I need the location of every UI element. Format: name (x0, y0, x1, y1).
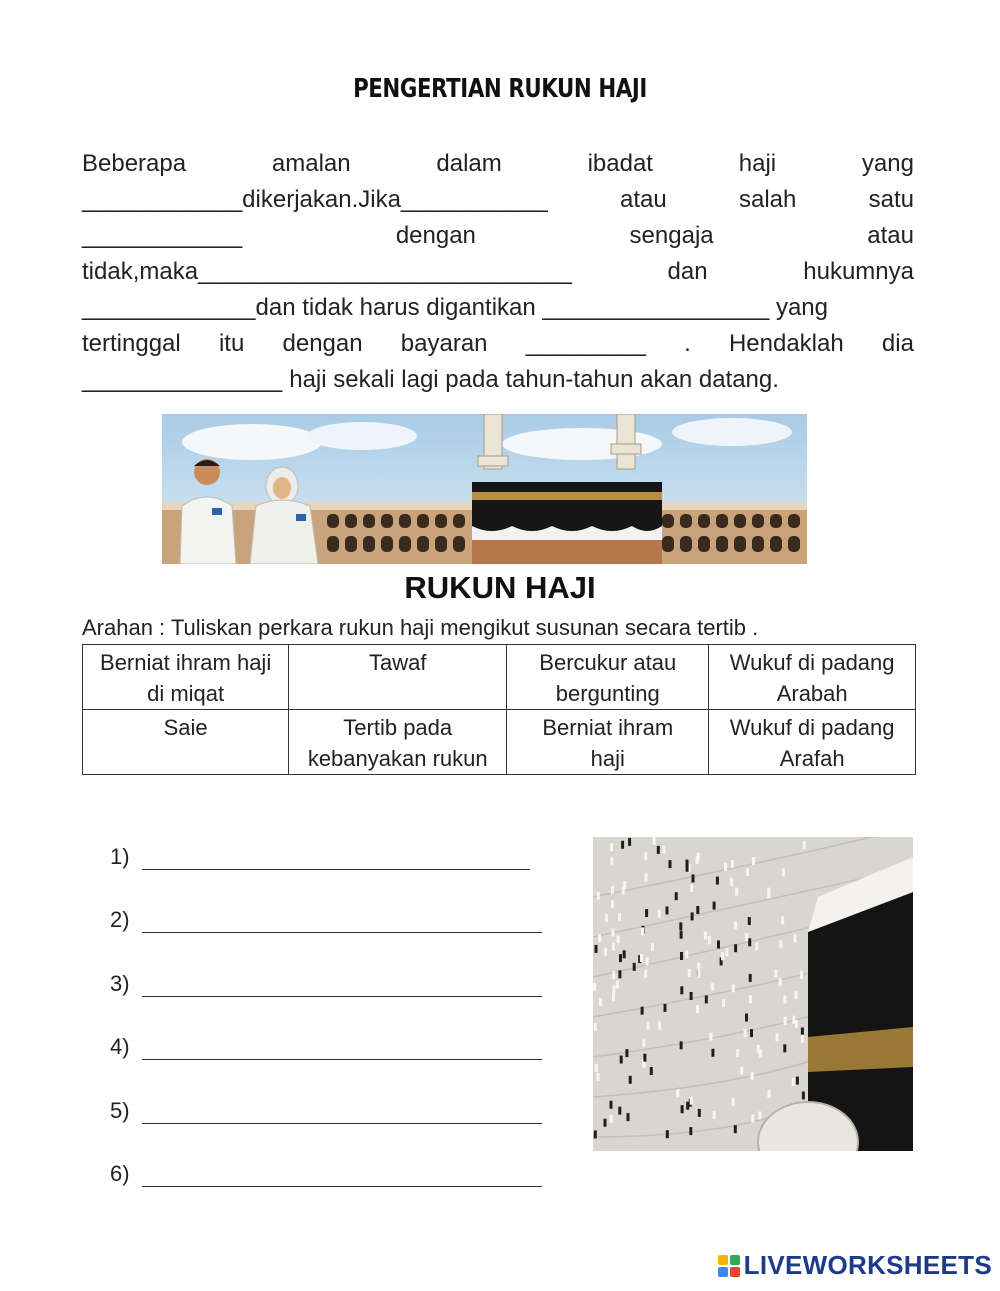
crowd-figure (792, 1016, 795, 1024)
crowd-figure (595, 945, 598, 953)
logo-square-icon (730, 1255, 740, 1265)
logo-square-icon (718, 1267, 728, 1277)
paragraph-word: ____________dikerjakan.Jika___________ (82, 186, 548, 213)
crowd-figure (628, 838, 631, 846)
crowd-figure (783, 1044, 786, 1052)
crowd-figure (620, 1056, 623, 1064)
answer-item (110, 1060, 542, 1124)
crowd-figure (779, 978, 782, 986)
paragraph-word: atau (867, 222, 914, 249)
crowd-figure (708, 936, 711, 944)
logo-square-icon (730, 1267, 740, 1277)
crowd-figure (801, 1035, 804, 1043)
crowd-figure (732, 984, 735, 992)
crowd-figure (644, 852, 647, 860)
answer-number: 5) (110, 1097, 130, 1123)
crowd-figure (611, 900, 614, 908)
paragraph-word: itu (218, 330, 245, 357)
crowd-figure (680, 1041, 683, 1049)
option-cell-text: Tertib pada (343, 715, 453, 740)
paragraph-word: _____________dan tidak harus digantikan _________________ yang (82, 294, 829, 321)
option-cell-text: Bercukur atau (539, 650, 677, 675)
crowd-figure (713, 1111, 716, 1119)
crowd-figure (724, 863, 727, 871)
crowd-figure (675, 892, 678, 900)
paragraph-word: Hendaklah (728, 330, 844, 357)
crowd-figure (734, 921, 737, 929)
answer-item (110, 1124, 542, 1188)
paragraph-word: hukumnya (803, 258, 914, 285)
crowd-figure (658, 910, 661, 918)
crowd-figure (658, 1022, 661, 1030)
crowd-figure (711, 1049, 714, 1057)
crowd-figure (748, 938, 751, 946)
paragraph-line (82, 290, 914, 326)
paragraph-line (82, 218, 914, 254)
crowd-figure (783, 995, 786, 1003)
paragraph-word: salah (738, 186, 797, 213)
crowd-figure (800, 971, 803, 979)
crowd-figure (752, 857, 755, 865)
answer-item (110, 806, 542, 870)
crowd-figure (704, 932, 707, 940)
answer-blank-field[interactable] (142, 847, 530, 870)
crowd-figure (748, 917, 751, 925)
section-heading: RUKUN HAJI (404, 570, 596, 605)
crowd-figure (745, 933, 748, 941)
crowd-figure (611, 886, 614, 894)
crowd-figure (755, 943, 758, 951)
paragraph-word: Beberapa (82, 150, 187, 177)
paragraph-word: dan (667, 258, 708, 285)
option-cell-text: Berniat ihram haji (100, 650, 272, 675)
option-cell-text: Wukuf di padang (729, 715, 895, 740)
options-table (82, 644, 916, 775)
answer-item (110, 870, 542, 934)
crowd-figure (681, 1105, 684, 1113)
paragraph-line (82, 326, 914, 362)
crowd-figure (744, 1029, 747, 1037)
crowd-figure (686, 1102, 689, 1110)
crowd-figure (698, 1109, 701, 1117)
paragraph-word: atau (620, 186, 667, 213)
answer-number: 3) (110, 970, 130, 996)
crowd-figure (669, 860, 672, 868)
crowd-figure (722, 999, 725, 1007)
answer-blank-field[interactable] (142, 1101, 542, 1124)
crowd-figure (801, 1028, 804, 1036)
answer-blank-field[interactable] (142, 974, 542, 997)
crowd-figure (696, 906, 699, 914)
crowd-figure (647, 1022, 650, 1030)
option-cell (289, 645, 507, 710)
paragraph-word: . (684, 330, 691, 357)
crowd-figure (692, 875, 695, 883)
crowd-figure (775, 1033, 778, 1041)
crowd-figure (597, 1073, 600, 1081)
crowd-figure (625, 1049, 628, 1057)
crowd-figure (751, 1114, 754, 1122)
crowd-figure (642, 1039, 645, 1047)
crowd-figure (758, 1111, 761, 1119)
crowd-figure (605, 914, 608, 922)
answer-number: 1) (110, 843, 130, 869)
crowd-figure (599, 998, 602, 1006)
option-cell (709, 710, 916, 775)
crowd-figure (750, 1029, 753, 1037)
crowd-figure (623, 950, 626, 958)
crowd-figure (664, 1004, 667, 1012)
answer-blank-field[interactable] (142, 910, 542, 933)
paragraph-line (82, 254, 914, 290)
crowd-figure (679, 922, 682, 930)
option-cell-text: bergunting (555, 681, 660, 706)
crowd-figure (598, 934, 601, 942)
option-cell-text: Arabah (776, 681, 848, 706)
answer-blank-field[interactable] (142, 1164, 542, 1187)
answer-number: 2) (110, 907, 130, 932)
option-cell-text: Berniat ihram (542, 715, 674, 740)
crowd-figure (640, 954, 643, 962)
crowd-figure (657, 846, 660, 854)
crowd-figure (716, 877, 719, 885)
crowd-figure (623, 881, 626, 889)
crowd-figure (680, 952, 683, 960)
crowd-figure (751, 1072, 754, 1080)
option-cell (507, 645, 709, 710)
paragraph-line (82, 182, 914, 218)
crowd-figure (641, 1007, 644, 1015)
crowd-figure (711, 983, 714, 991)
crowd-figure (725, 948, 728, 956)
crowd-figure (794, 935, 797, 943)
paragraph-word: dengan (395, 222, 476, 249)
crowd-figure (662, 845, 665, 853)
crowd-figure (717, 941, 720, 949)
crowd-figure (653, 837, 656, 845)
crowd-figure (666, 907, 669, 915)
option-cell-text: Wukuf di padang (729, 650, 895, 675)
crowd-figure (666, 1130, 669, 1138)
option-cell-text: Saie (163, 715, 208, 740)
answer-number: 6) (110, 1161, 130, 1186)
crowd-figure (644, 970, 647, 978)
crowd-figure (604, 1119, 607, 1127)
logo-square-icon (718, 1255, 728, 1265)
paragraph-word: ibadat (587, 150, 653, 177)
crowd-figure (768, 1090, 771, 1098)
crowd-figure (731, 860, 734, 868)
crowd-figure (612, 993, 615, 1001)
liveworksheets-logo (718, 1250, 992, 1281)
crowd-figure (629, 1076, 632, 1084)
crowd-figure (734, 944, 737, 952)
crowd-figure (757, 1045, 760, 1053)
crowd-figure (685, 950, 688, 958)
crowd-figure (713, 902, 716, 910)
crowd-figure (643, 1054, 646, 1062)
answer-item (110, 997, 542, 1061)
option-cell-text: Arafah (779, 746, 845, 771)
option-cell (83, 710, 289, 775)
crowd-figure (696, 1005, 699, 1013)
paragraph-word: _________ (525, 330, 646, 357)
crowd-figure (774, 969, 777, 977)
crowd-figure (646, 958, 649, 966)
option-cell-text: di miqat (147, 681, 225, 706)
crowd-figure (594, 1131, 597, 1139)
answer-item (110, 933, 542, 997)
crowd-figure (691, 912, 694, 920)
crowd-figure (735, 888, 738, 896)
instruction-text: Arahan : Tuliskan perkara rukun haji mengikut susunan secara tertib . (82, 615, 759, 640)
option-cell (709, 645, 916, 710)
answer-number: 4) (110, 1034, 130, 1059)
crowd-figure (645, 874, 648, 882)
paragraph-word: dengan (282, 330, 363, 357)
crowd-figure (690, 992, 693, 1000)
crowd-figure (593, 983, 596, 991)
paragraph-word: haji sekali lagi pada tahun-tahun akan datang. (289, 366, 779, 393)
crowd-figure (782, 869, 785, 877)
option-cell-text: Tawaf (368, 650, 427, 675)
paragraph-word: ____________ (82, 222, 243, 249)
paragraph-word: amalan (271, 150, 351, 177)
crowd-figure (633, 963, 636, 971)
crowd-figure (740, 1067, 743, 1075)
crowd-figure (734, 1125, 737, 1133)
kaabah-photo (593, 837, 913, 1151)
paragraph-word: bayaran (400, 330, 488, 357)
crowd-figure (749, 995, 752, 1003)
crowd-figure (795, 991, 798, 999)
table-row (83, 645, 916, 710)
crowd-figure (780, 940, 783, 948)
crowd-figure (784, 1017, 787, 1025)
crowd-figure (710, 1033, 713, 1041)
crowd-figure (680, 986, 683, 994)
crowd-figure (697, 963, 700, 971)
crowd-figure (645, 909, 648, 917)
option-cell (289, 710, 507, 775)
crowd-figure (749, 974, 752, 982)
option-cell (507, 710, 709, 775)
crowd-figure (618, 1107, 621, 1115)
crowd-figure (690, 1097, 693, 1105)
crowd-figure (767, 891, 770, 899)
crowd-figure (618, 970, 621, 978)
option-cell-text: kebanyakan rukun (307, 746, 488, 771)
crowd-figure (736, 1049, 739, 1057)
crowd-figure (688, 969, 691, 977)
crowd-figure (680, 931, 683, 939)
crowd-figure (746, 868, 749, 876)
crowd-figure (612, 971, 615, 979)
crowd-figure (650, 1067, 653, 1075)
crowd-figure (796, 1077, 799, 1085)
crowd-figure (745, 1014, 748, 1022)
crowd-figure (594, 1023, 597, 1031)
crowd-figure (610, 1115, 613, 1123)
paragraph-word: tertinggal (82, 330, 181, 357)
crowd-figure (721, 952, 724, 960)
crowd-figure (690, 884, 693, 892)
paragraph-word: sengaja (629, 222, 714, 249)
crowd-figure (732, 1098, 735, 1106)
crowd-figure (610, 1101, 613, 1109)
crowd-figure (610, 858, 613, 866)
crowd-figure (802, 1092, 805, 1100)
crowd-figure (795, 1020, 798, 1028)
crowd-figure (616, 980, 619, 988)
crowd-figure (617, 935, 620, 943)
crowd-figure (696, 856, 699, 864)
crowd-figure (686, 860, 689, 868)
crowd-figure (641, 927, 644, 935)
page-title: PENGERTIAN RUKUN HAJI (353, 74, 647, 104)
crowd-figure (730, 878, 733, 886)
crowd-figure (792, 1078, 795, 1086)
paragraph-word: yang (861, 150, 914, 177)
answer-blank-field[interactable] (142, 1037, 542, 1060)
logo-mark-icon (718, 1255, 740, 1277)
paragraph-word: _______________ (82, 366, 283, 393)
paragraph-word: dia (881, 330, 914, 357)
kaabah-banner-image (162, 414, 807, 564)
crowd-figure (627, 1113, 630, 1121)
paragraph-word: satu (868, 186, 914, 213)
crowd-figure (612, 929, 615, 937)
crowd-figure (676, 1089, 679, 1097)
crowd-figure (610, 843, 613, 851)
answer-list (110, 806, 542, 1187)
table-row (83, 710, 916, 775)
crowd-figure (621, 841, 624, 849)
crowd-figure (705, 995, 708, 1003)
paragraph-word: tidak,maka____________________________ (82, 258, 572, 285)
crowd-figure (595, 1064, 598, 1072)
crowd-figure (689, 1127, 692, 1135)
crowd-figure (697, 970, 700, 978)
definition-paragraph (82, 146, 914, 398)
crowd-figure (612, 943, 615, 951)
crowd-figure (781, 916, 784, 924)
paragraph-line (82, 146, 914, 182)
crowd-figure (619, 954, 622, 962)
crowd-figure (618, 913, 621, 921)
option-cell-text: haji (590, 746, 625, 771)
paragraph-word: dalam (436, 150, 502, 177)
logo-text: LIVEWORKSHEETS (743, 1250, 992, 1280)
crowd-figure (651, 943, 654, 951)
crowd-figure (803, 841, 806, 849)
crowd-figure (612, 985, 615, 993)
paragraph-word: haji (738, 150, 777, 177)
paragraph-line (82, 362, 914, 398)
option-cell (83, 645, 289, 710)
crowd-figure (604, 948, 607, 956)
crowd-figure (597, 892, 600, 900)
